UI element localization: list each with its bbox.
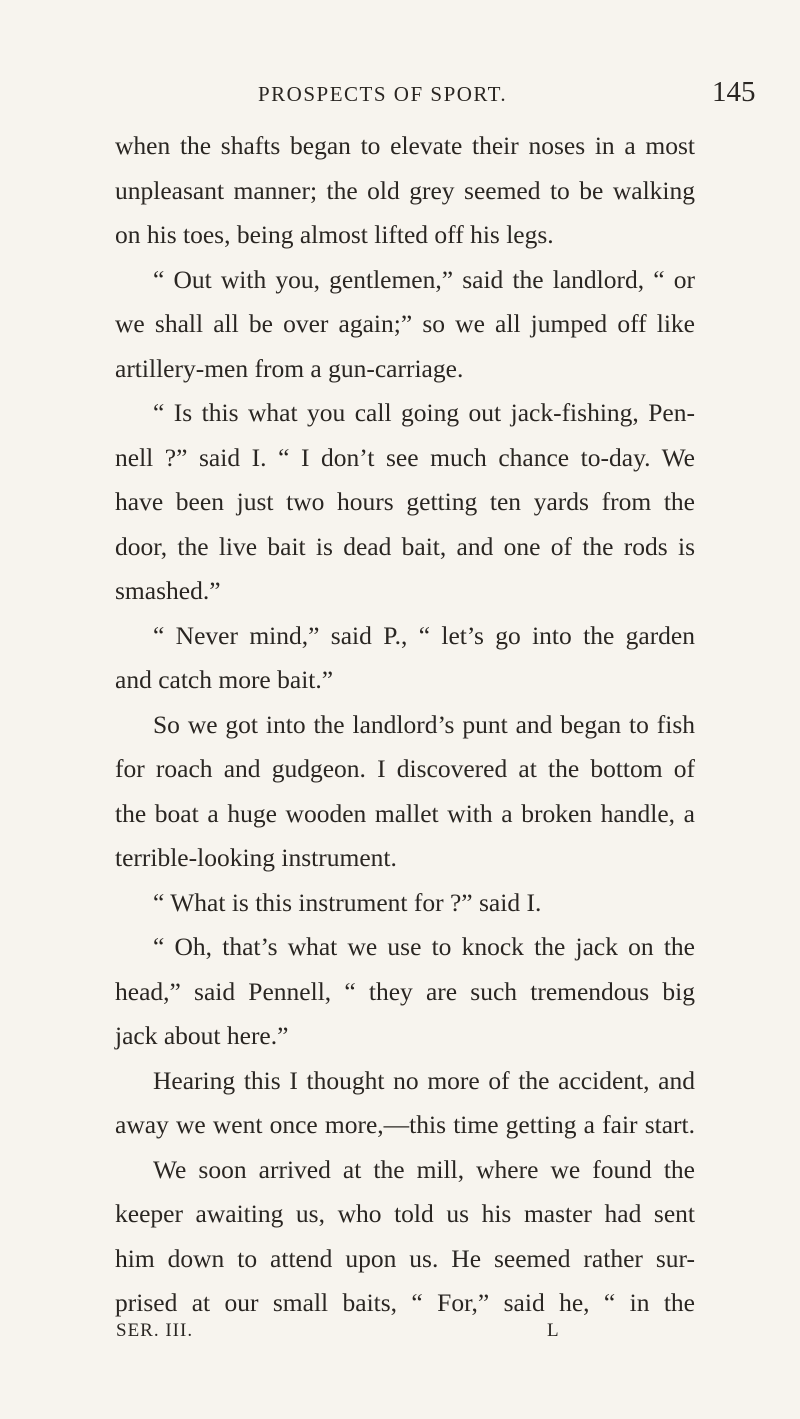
text-line: head,” said Pennell, “ they are such tremendous big	[115, 976, 695, 1006]
text-line: prised at our small baits, “ For,” said he, “ in the	[115, 1288, 695, 1317]
page-footer	[116, 1320, 616, 1350]
text-line: door, the live bait is dead bait, and one of the rods is	[115, 531, 695, 561]
page-number: 145	[712, 76, 756, 108]
text-line: terrible-looking instrument.	[115, 843, 397, 872]
text-line: “ Never mind,” said P., “ let’s go into the garden	[153, 620, 695, 650]
running-head: PROSPECTS OF SPORT.	[258, 82, 508, 106]
text-line: “ Out with you, gentlemen,” said the landlord, “ or	[153, 264, 695, 294]
text-line: We soon arrived at the mill, where we found the	[153, 1154, 695, 1184]
signature-mark: SER. III.	[116, 1320, 194, 1341]
text-line: away we went once more,—this time getting a fair start.	[115, 1110, 695, 1139]
signature-letter: L	[547, 1320, 559, 1341]
text-line: for roach and gudgeon. I discovered at the bottom of	[115, 754, 695, 783]
text-line: keeper awaiting us, who told us his master had sent	[115, 1199, 695, 1228]
text-line: him down to attend upon us. He seemed rather sur-	[115, 1243, 695, 1273]
text-line: smashed.”	[115, 576, 221, 605]
text-line: when the shafts began to elevate their noses in a most	[115, 131, 695, 160]
page-header	[0, 76, 800, 116]
text-line: the boat a huge wooden mallet with a broken handle, a	[115, 798, 695, 828]
text-line: jack about here.”	[115, 1021, 289, 1050]
text-line: have been just two hours getting ten yards from the	[115, 487, 695, 516]
text-line: So we got into the landlord’s punt and began to fish	[153, 709, 695, 739]
text-line: Hearing this I thought no more of the accident, and	[153, 1065, 695, 1095]
text-line: “ Is this what you call going out jack-fishing, Pen-	[153, 398, 695, 427]
text-line: nell ?” said I. “ I don’t see much chance to-day. We	[115, 442, 695, 472]
text-line: “ What is this instrument for ?” said I.	[153, 887, 542, 917]
text-line: we shall all be over again;” so we all jumped off like	[115, 309, 695, 338]
text-line: on his toes, being almost lifted off his legs.	[115, 220, 554, 249]
text-line: and catch more bait.”	[115, 665, 334, 694]
text-line: artillery-men from a gun-carriage.	[115, 353, 464, 383]
text-line: “ Oh, that’s what we use to knock the jack on the	[153, 932, 695, 961]
body-text	[115, 124, 695, 1326]
text-line: unpleasant manner; the old grey seemed to be walking	[115, 175, 695, 205]
